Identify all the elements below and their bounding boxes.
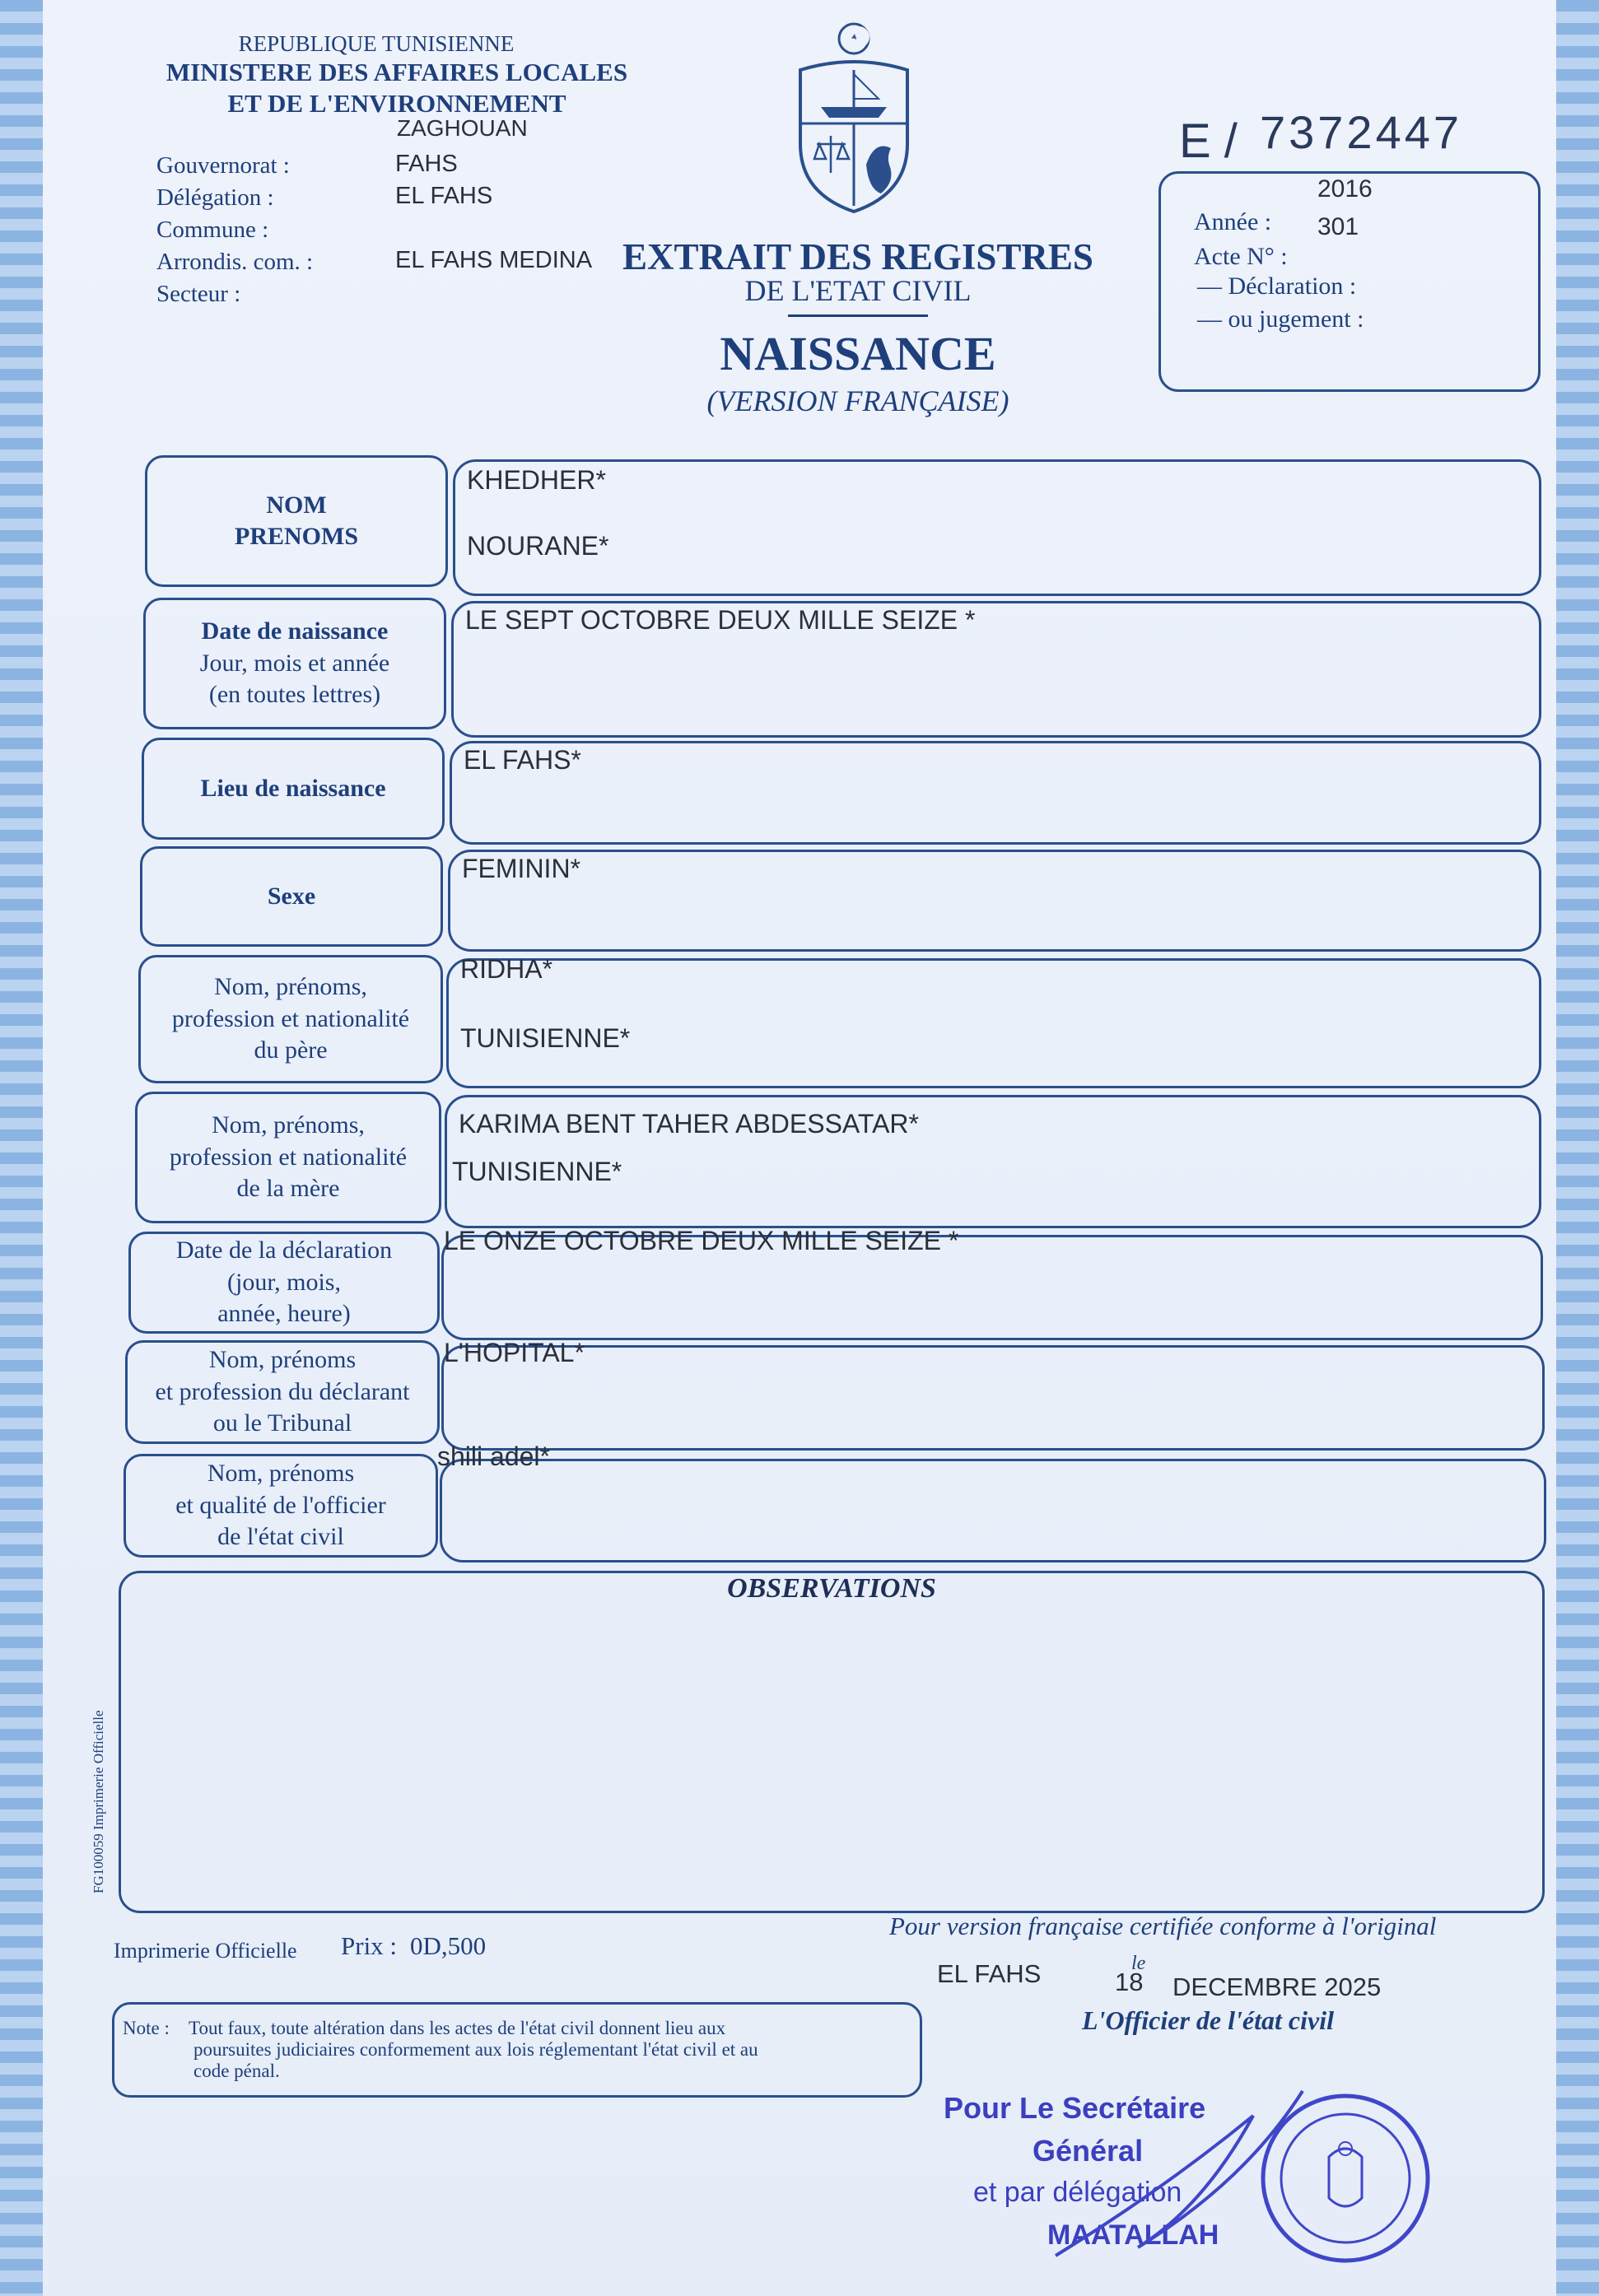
- commune-value: [395, 212, 592, 245]
- note-label: Note :: [123, 2018, 170, 2038]
- arrondissement-value: EL FAHS MEDINA: [395, 247, 593, 273]
- row-declarant-label: Nom, prénoms et profession du déclarant ou le Tribunal: [125, 1340, 440, 1444]
- row-sexe-label: Sexe: [140, 846, 443, 947]
- row-sexe-value-box: [448, 850, 1541, 952]
- certified-text: Pour version française certifiée conforme à l'original: [889, 1912, 1437, 1940]
- imprimerie-label: Imprimerie Officielle: [114, 1939, 297, 1963]
- tunisia-coat-of-arms-emblem: [788, 21, 920, 218]
- row-declaration-value-box: [441, 1226, 1543, 1340]
- note-text-3: code pénal.: [193, 2061, 280, 2081]
- title-line1: EXTRAIT DES REGISTRES: [622, 236, 1093, 277]
- note-text-1: Tout faux, toute altération dans les actes de l'état civil donnent lieu aux: [189, 2018, 726, 2038]
- serial-number: 7372447: [1260, 106, 1463, 158]
- jugement-label: — ou jugement :: [1197, 305, 1364, 333]
- month-year-value: DECEMBRE 2025: [1172, 1972, 1382, 2001]
- mere-nom-value: KARIMA BENT TAHER ABDESSATAR*: [459, 1109, 919, 1139]
- row-declarant-value-box: [441, 1338, 1545, 1451]
- title-naissance: NAISSANCE: [720, 327, 996, 380]
- header-field-values: [395, 148, 592, 277]
- secteur-label: Secteur :: [156, 281, 241, 307]
- ministry-line2: ET DE L'ENVIRONNEMENT: [227, 89, 566, 118]
- delegation-value: EL FAHS: [395, 183, 493, 209]
- region-value: ZAGHOUAN: [397, 115, 528, 141]
- gouvernorat-label: Gouvernorat :: [156, 152, 290, 179]
- ministry-line1: MINISTERE DES AFFAIRES LOCALES: [165, 58, 628, 86]
- acte-number-label: Acte N° :: [1194, 243, 1288, 270]
- stamp-line2: Général: [1033, 2134, 1144, 2168]
- birth-certificate-document: [43, 0, 1556, 2296]
- note-text-2: poursuites judiciaires conformement aux lois réglementant l'état civil et au: [193, 2039, 758, 2060]
- annee-value: 2016: [1317, 175, 1373, 203]
- observations-box: [119, 1571, 1545, 1913]
- title-underline: [788, 314, 928, 317]
- declaration-label: — Déclaration :: [1197, 272, 1357, 300]
- stamp-signature: [1039, 2083, 1434, 2272]
- row-pere-value-box: [446, 954, 1541, 1088]
- title-version: (VERSION FRANÇAISE): [706, 384, 1009, 417]
- place-value: EL FAHS: [937, 1959, 1042, 1988]
- row-declaration-label: Date de la déclaration (jour, mois, année, heure): [128, 1232, 440, 1334]
- row-nom-value-box: [453, 459, 1541, 596]
- side-print-code: FG100059 Imprimerie Officielle: [91, 1710, 106, 1893]
- row-nom-label: NOM PRENOMS: [145, 455, 448, 587]
- acte-info-box: [1158, 171, 1541, 392]
- row-mere-value-box: [445, 1095, 1541, 1228]
- mere-nationalite-value: TUNISIENNE*: [452, 1157, 622, 1186]
- row-officier-label: Nom, prénoms et qualité de l'officier de l'état civil: [124, 1454, 438, 1558]
- title-line2: DE L'ETAT CIVIL: [744, 274, 972, 307]
- nom-value: KHEDHER*: [467, 465, 606, 495]
- day-value: 18: [1115, 1968, 1144, 1996]
- le-label: le: [1131, 1953, 1146, 1974]
- note-box: [112, 2002, 922, 2098]
- declarant-value: L'HOPITAL*: [444, 1338, 585, 1367]
- pere-nom-value: RIDHA*: [460, 954, 553, 984]
- prix-label: Prix :: [341, 1931, 398, 1960]
- row-lieu-value-box: [450, 741, 1541, 845]
- serial-prefix: E /: [1179, 114, 1238, 168]
- row-pere-label: Nom, prénoms, profession et nationalité du père: [138, 955, 443, 1083]
- stamp-line1: Pour Le Secrétaire: [944, 2091, 1206, 2125]
- pere-nationalite-value: TUNISIENNE*: [460, 1023, 631, 1053]
- stamp-line4: MAATALLAH: [1047, 2219, 1219, 2251]
- annee-label: Année :: [1194, 208, 1272, 235]
- row-date-naissance-label: Date de naissance Jour, mois et année (en toutes lettres): [143, 598, 446, 729]
- republic-label: REPUBLIQUE TUNISIENNE: [238, 31, 515, 56]
- stamp-line3: et par délégation: [973, 2177, 1182, 2208]
- acte-number-value: 301: [1317, 213, 1359, 240]
- prenoms-value: NOURANE*: [467, 531, 609, 561]
- date-naissance-value: LE SEPT OCTOBRE DEUX MILLE SEIZE *: [465, 605, 976, 635]
- sexe-value: FEMININ*: [462, 854, 580, 883]
- gouvernorat-value: FAHS: [395, 151, 458, 177]
- officer-title: L'Officier de l'état civil: [1082, 2005, 1334, 2035]
- prix-value: 0D,500: [410, 1931, 487, 1960]
- arrondissement-label: Arrondis. com. :: [156, 249, 314, 275]
- row-date-naissance-value-box: [451, 601, 1541, 738]
- officier-value: shili adel*: [437, 1441, 550, 1471]
- date-declaration-value: LE ONZE OCTOBRE DEUX MILLE SEIZE *: [444, 1226, 959, 1255]
- row-officier-value-box: [437, 1441, 1546, 1562]
- row-mere-label: Nom, prénoms, profession et nationalité de la mère: [135, 1092, 441, 1223]
- lieu-naissance-value: EL FAHS*: [464, 745, 581, 775]
- row-lieu-label: Lieu de naissance: [142, 738, 445, 840]
- commune-label: Commune :: [156, 217, 269, 243]
- delegation-label: Délégation :: [156, 184, 274, 211]
- observations-title: OBSERVATIONS: [727, 1573, 936, 1604]
- header-field-labels: [156, 150, 313, 310]
